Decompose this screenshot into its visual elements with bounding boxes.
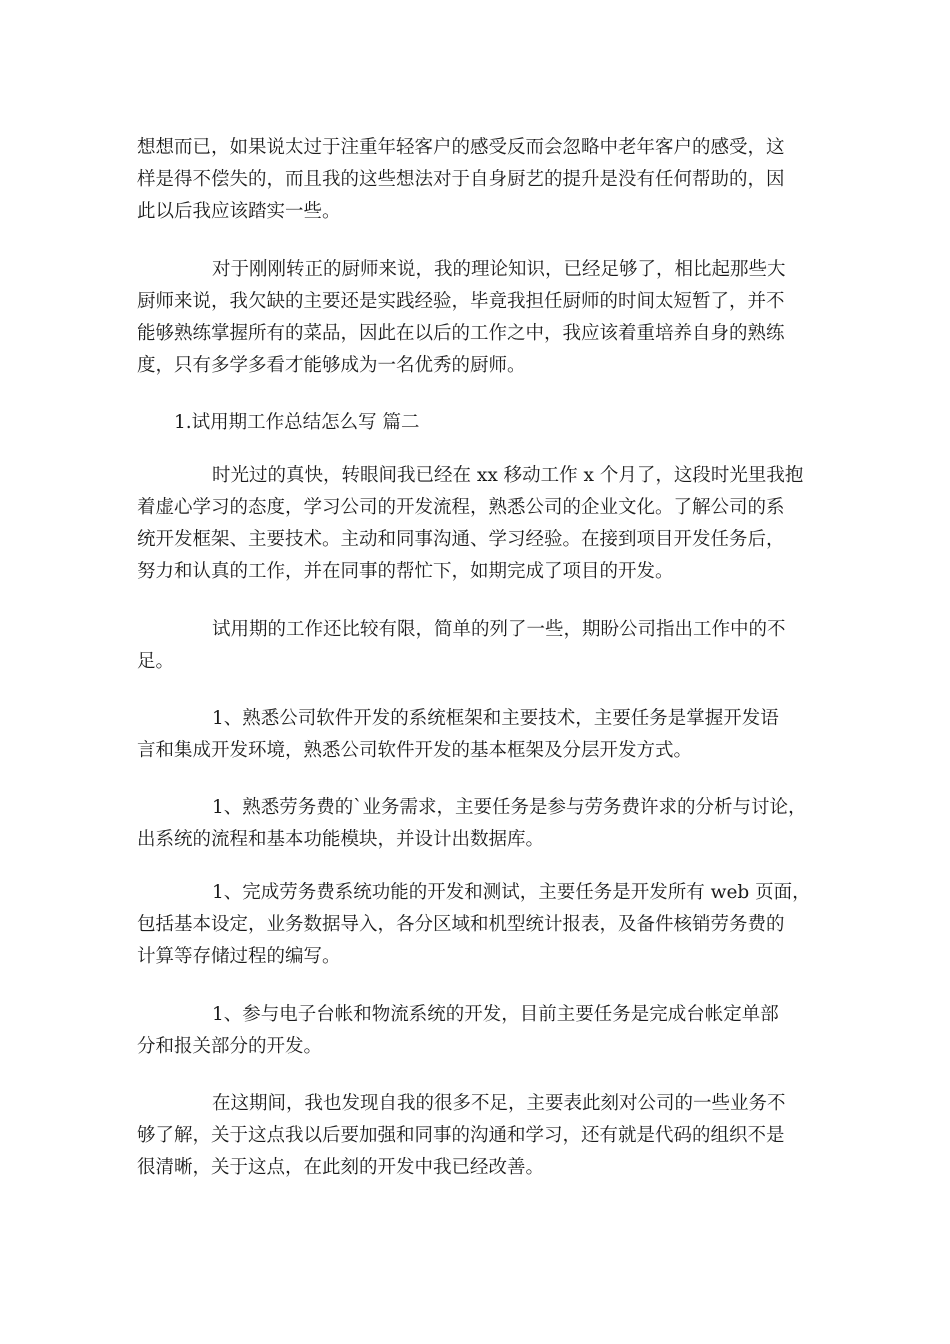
list-item-4 (137, 999, 813, 1063)
text-line: 试用期的工作还比较有限，简单的列了一些，期盼公司指出工作中的不 (212, 619, 786, 640)
text-line: 能够熟练掌握所有的菜品，因此在以后的工作之中，我应该着重培养自身的熟练 (137, 323, 785, 344)
text-line: 出系统的流程和基本功能模块，并设计出数据库。 (137, 829, 545, 850)
list-item-2 (137, 792, 813, 856)
text-line: 着虚心学习的态度，学习公司的开发流程，熟悉公司的企业文化。了解公司的系 (137, 497, 785, 518)
paragraph-2 (137, 254, 813, 382)
list-item-3 (137, 877, 813, 973)
text-line: 统开发框架、主要技术。主动和同事沟通、学习经验。在接到项目开发任务后， (137, 529, 785, 550)
text-line: 努力和认真的工作，并在同事的帮忙下，如期完成了项目的开发。 (137, 561, 674, 582)
text-line: 分和报关部分的开发。 (137, 1036, 323, 1057)
text-line: 想想而已，如果说太过于注重年轻客户的感受反而会忽略中老年客户的感受，这 (137, 137, 785, 158)
text-line: 计算等存储过程的编写。 (137, 946, 341, 967)
paragraph-5 (137, 1088, 813, 1184)
text-line: 对于刚刚转正的厨师来说，我的理论知识，已经足够了，相比起那些大 (212, 259, 786, 280)
paragraph-4 (137, 614, 813, 678)
text-line: 很清晰，关于这点，在此刻的开发中我已经改善。 (137, 1157, 545, 1178)
paragraph-1 (137, 132, 813, 228)
text-line: 言和集成开发环境，熟悉公司软件开发的基本框架及分层开发方式。 (137, 740, 693, 761)
paragraph-3 (137, 460, 813, 588)
text-line: 够了解，关于这点我以后要加强和同事的沟通和学习，还有就是代码的组织不是 (137, 1125, 785, 1146)
text-line: 包括基本设定，业务数据导入，各分区域和机型统计报表，及备件核销劳务费的 (137, 914, 785, 935)
text-line: 在这期间，我也发现自我的很多不足，主要表此刻对公司的一些业务不 (212, 1093, 786, 1114)
text-line: 足。 (137, 651, 175, 672)
list-item-1 (137, 703, 813, 767)
text-line: 此以后我应该踏实一些。 (137, 201, 341, 222)
text-line: 厨师来说，我欠缺的主要还是实践经验，毕竟我担任厨师的时间太短暂了，并不 (137, 291, 785, 312)
text-line: 1、熟悉劳务费的`业务需求，主要任务是参与劳务费许求的分析与讨论， (212, 797, 807, 818)
text-line: 时光过的真快，转眼间我已经在 xx 移动工作 x 个月了，这段时光里我抱 (212, 465, 804, 486)
text-line: 1、熟悉公司软件开发的系统框架和主要技术，主要任务是掌握开发语 (212, 708, 779, 729)
section-heading: 1.试用期工作总结怎么写 篇二 (174, 412, 420, 433)
text-line: 度，只有多学多看才能够成为一名优秀的厨师。 (137, 355, 526, 376)
text-line: 样是得不偿失的，而且我的这些想法对于自身厨艺的提升是没有任何帮助的，因 (137, 169, 785, 190)
text-line: 1、参与电子台帐和物流系统的开发，目前主要任务是完成台帐定单部 (212, 1004, 779, 1025)
text-line: 1、完成劳务费系统功能的开发和测试，主要任务是开发所有 web 页面， (212, 882, 811, 903)
